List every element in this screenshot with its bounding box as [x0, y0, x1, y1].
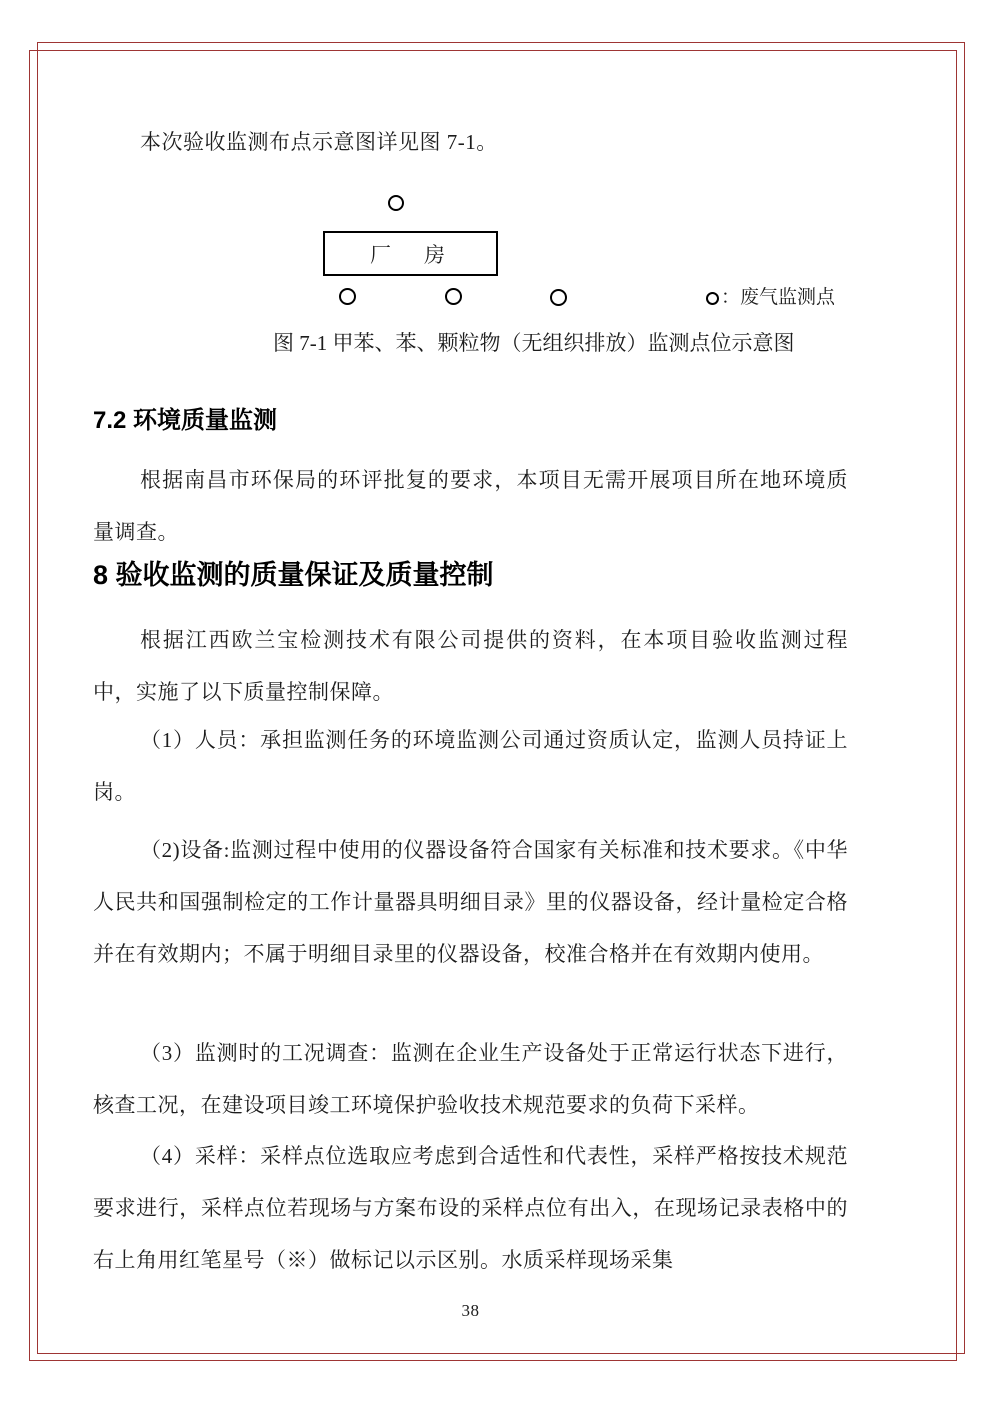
- section-8-paragraph-4: （3）监测时的工况调查：监测在企业生产设备处于正常运行状态下进行，核查工况，在建设项目竣工环境保护验收技术规范要求的负荷下采样。: [93, 1041, 848, 1117]
- section-8-paragraph-5: （4）采样：采样点位选取应考虑到合适性和代表性，采样严格按技术规范要求进行，采样点位若现场与方案布设的采样点位有出入，在现场记录表格中的右上角用红笔星号（※）做标记以示区别。水质采样现场采集: [93, 1144, 848, 1272]
- section-8-paragraph-3: （2)设备:监测过程中使用的仪器设备符合国家有关标准和技术要求。《中华人民共和国强制检定的工作计量器具明细目录》里的仪器设备，经计量检定合格并在有效期内；不属于明细目录里的仪器设备，校准合格并在有效期内使用。: [93, 838, 848, 966]
- legend-circle-icon: [706, 292, 719, 305]
- monitoring-point-icon-1: [339, 288, 356, 305]
- monitoring-point-icon-3: [550, 289, 567, 306]
- intro-paragraph: 本次验收监测布点示意图详见图 7-1。: [140, 130, 498, 154]
- monitoring-point-icon-top: [388, 195, 404, 211]
- section-7-2-paragraph: 根据南昌市环保局的环评批复的要求，本项目无需开展项目所在地环境质量调查。: [93, 468, 848, 544]
- factory-box: [323, 231, 498, 276]
- factory-label: 厂 房: [370, 242, 451, 267]
- section-8-paragraph-1: 根据江西欧兰宝检测技术有限公司提供的资料，在本项目验收监测过程中，实施了以下质量控制保障。: [93, 628, 848, 704]
- page-number: 38: [461, 1301, 480, 1320]
- monitoring-point-icon-2: [445, 288, 462, 305]
- section-7-2-heading: 7.2 环境质量监测: [93, 407, 278, 434]
- figure-legend: [706, 284, 835, 312]
- section-8-paragraph-2: （1）人员：承担监测任务的环境监测公司通过资质认定，监测人员持证上岗。: [93, 728, 848, 804]
- legend-label: ：废气监测点: [721, 287, 836, 308]
- section-8-heading: 8 验收监测的质量保证及质量控制: [93, 560, 494, 590]
- figure-caption: 图 7-1 甲苯、苯、颗粒物（无组织排放）监测点位示意图: [273, 331, 795, 355]
